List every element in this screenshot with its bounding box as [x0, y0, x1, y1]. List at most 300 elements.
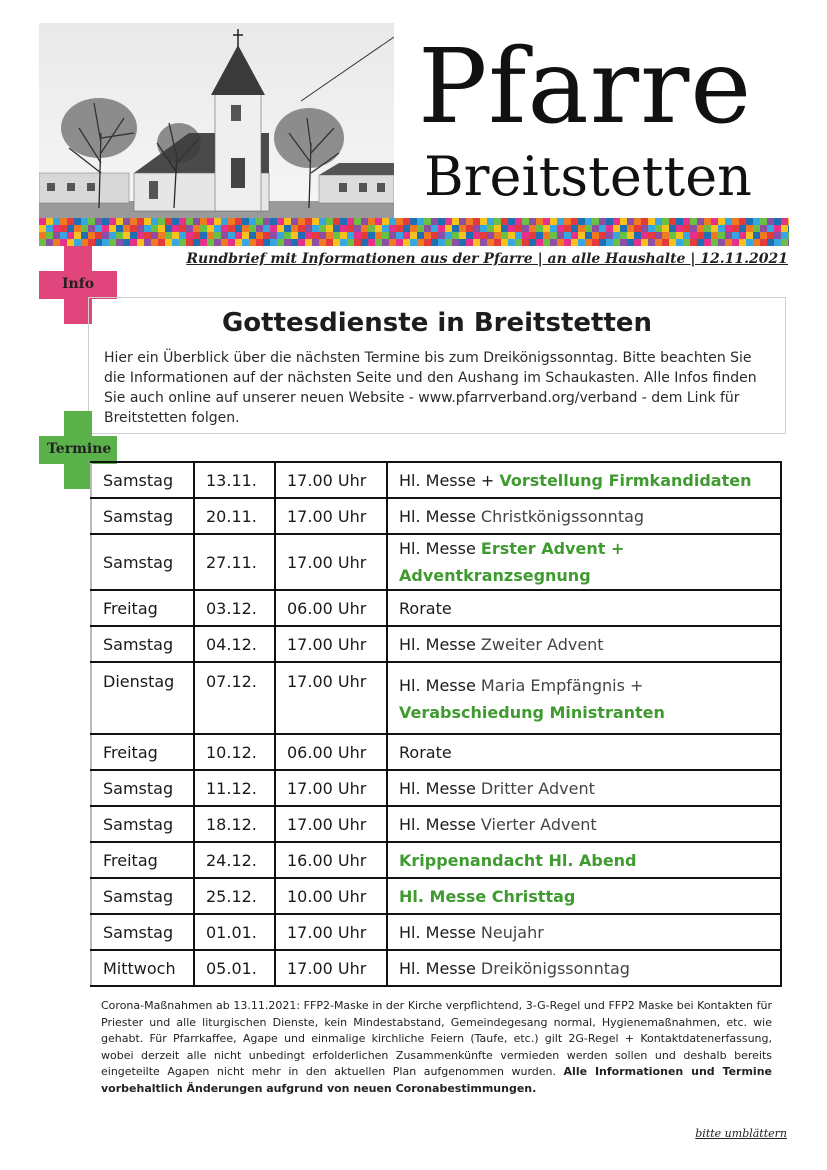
time-cell: 17.00 Uhr — [275, 914, 387, 950]
mosaic-tile — [543, 225, 550, 232]
mosaic-tile — [585, 218, 592, 225]
mosaic-tile — [690, 225, 697, 232]
mosaic-tile — [417, 218, 424, 225]
mosaic-tile — [158, 232, 165, 239]
mosaic-tile — [81, 218, 88, 225]
mosaic-tile — [361, 232, 368, 239]
mosaic-tile — [396, 225, 403, 232]
mosaic-tile — [410, 218, 417, 225]
info-text: Hier ein Überblick über die nächsten Termine bis zum Dreikönigssonntag. Bitte beachten Sie die Informationen auf der nächsten Seite und den Aushang im Schaukasten. Alle Infos finden Sie auch online auf unserer neuen Website - www.pfarrverband.org/verband - dem Link für Breitstetten folgen. — [104, 350, 757, 426]
mosaic-tile — [298, 225, 305, 232]
mosaic-tile — [298, 232, 305, 239]
mosaic-tile — [732, 218, 739, 225]
table-row — [91, 462, 781, 498]
info-box — [88, 297, 786, 434]
schedule-table — [90, 461, 782, 987]
time-cell: 17.00 Uhr — [275, 462, 387, 498]
mosaic-tile — [200, 239, 207, 246]
mosaic-tile — [494, 232, 501, 239]
mosaic-tile — [599, 232, 606, 239]
mosaic-tile — [361, 218, 368, 225]
mosaic-tile — [333, 218, 340, 225]
table-row — [91, 662, 781, 734]
mosaic-tile — [207, 218, 214, 225]
mosaic-tile — [753, 218, 760, 225]
mosaic-tile — [382, 239, 389, 246]
mosaic-tile — [284, 239, 291, 246]
day-cell: Samstag — [91, 534, 194, 590]
mosaic-tile — [53, 232, 60, 239]
day-cell: Freitag — [91, 734, 194, 770]
mosaic-tile — [557, 218, 564, 225]
mosaic-tile — [130, 239, 137, 246]
mosaic-tile — [277, 239, 284, 246]
mosaic-tile — [529, 239, 536, 246]
mosaic-tile — [522, 239, 529, 246]
mosaic-tile — [788, 232, 789, 239]
corona-notice — [101, 998, 772, 1097]
mosaic-tile — [669, 232, 676, 239]
mosaic-tile — [431, 225, 438, 232]
mosaic-tile — [655, 218, 662, 225]
mosaic-tile — [557, 225, 564, 232]
mosaic-tile — [375, 218, 382, 225]
mosaic-tile — [389, 218, 396, 225]
mosaic-tile — [676, 239, 683, 246]
mosaic-tile — [382, 232, 389, 239]
mosaic-tile — [641, 239, 648, 246]
mosaic-tile — [767, 239, 774, 246]
mosaic-tile — [683, 239, 690, 246]
mosaic-tile — [270, 218, 277, 225]
mosaic-tile — [256, 239, 263, 246]
mosaic-tile — [46, 218, 53, 225]
mosaic-tile — [459, 225, 466, 232]
mosaic-tile — [158, 218, 165, 225]
mosaic-tile — [214, 232, 221, 239]
mosaic-tile — [781, 232, 788, 239]
mosaic-tile — [536, 239, 543, 246]
mosaic-tile — [326, 239, 333, 246]
mosaic-tile — [522, 232, 529, 239]
mosaic-tile — [123, 239, 130, 246]
mosaic-tile — [235, 232, 242, 239]
event-label: Hl. Messe — [399, 814, 476, 834]
mosaic-tile — [788, 239, 789, 246]
mosaic-tile — [263, 225, 270, 232]
mosaic-tile — [179, 225, 186, 232]
mosaic-tile — [179, 218, 186, 225]
mosaic-tile — [634, 218, 641, 225]
event-label: Hl. Messe — [399, 506, 476, 526]
mosaic-tile — [186, 239, 193, 246]
event-detail: Hl. Messe Christtag — [399, 886, 576, 906]
mosaic-tile — [620, 232, 627, 239]
mosaic-tile — [746, 239, 753, 246]
mosaic-tile — [550, 225, 557, 232]
mosaic-tile — [102, 232, 109, 239]
date-cell: 13.11. — [194, 462, 275, 498]
mosaic-tile — [501, 218, 508, 225]
mosaic-tile — [305, 225, 312, 232]
mosaic-tile — [725, 225, 732, 232]
mosaic-tile — [452, 225, 459, 232]
mosaic-tile — [438, 225, 445, 232]
mosaic-tile — [571, 239, 578, 246]
mosaic-tile — [137, 225, 144, 232]
event-cell — [387, 770, 781, 806]
mosaic-tile — [284, 225, 291, 232]
mosaic-tile — [662, 232, 669, 239]
mosaic-tile — [711, 232, 718, 239]
mosaic-tile — [144, 225, 151, 232]
mosaic-tile — [760, 239, 767, 246]
mosaic-tile — [109, 239, 116, 246]
mosaic-tile — [123, 218, 130, 225]
mosaic-tile — [242, 232, 249, 239]
mosaic-tile — [445, 225, 452, 232]
mosaic-tile — [81, 232, 88, 239]
mosaic-tile — [109, 218, 116, 225]
mosaic-tile — [494, 225, 501, 232]
mosaic-tile — [151, 225, 158, 232]
mosaic-tile — [564, 218, 571, 225]
mosaic-tile — [53, 225, 60, 232]
mosaic-tile — [326, 232, 333, 239]
mosaic-tile — [788, 225, 789, 232]
mosaic-tile — [529, 218, 536, 225]
mosaic-tile — [641, 225, 648, 232]
event-detail: Vierter Advent — [480, 814, 597, 834]
mosaic-tile — [81, 225, 88, 232]
mosaic-tile — [585, 239, 592, 246]
mosaic-tile — [683, 218, 690, 225]
mosaic-tile — [438, 239, 445, 246]
mosaic-tile — [158, 239, 165, 246]
mosaic-tile — [466, 239, 473, 246]
mosaic-tile — [613, 232, 620, 239]
mosaic-tile — [466, 225, 473, 232]
mosaic-tile — [389, 232, 396, 239]
mosaic-tile — [60, 218, 67, 225]
mosaic-tile — [340, 239, 347, 246]
mosaic-tile — [543, 232, 550, 239]
mosaic-tile — [235, 225, 242, 232]
mosaic-tile — [753, 225, 760, 232]
mosaic-tile — [382, 218, 389, 225]
mosaic-tile — [627, 218, 634, 225]
mosaic-tile — [746, 232, 753, 239]
mosaic-tile — [347, 232, 354, 239]
mosaic-tile — [543, 218, 550, 225]
mosaic-tile — [102, 225, 109, 232]
mosaic-tile — [641, 232, 648, 239]
event-detail: Neujahr — [480, 922, 544, 942]
mosaic-tile — [480, 232, 487, 239]
time-cell: 17.00 Uhr — [275, 806, 387, 842]
date-cell: 20.11. — [194, 498, 275, 534]
mosaic-tile — [487, 218, 494, 225]
mosaic-tile — [123, 232, 130, 239]
mosaic-tile — [340, 232, 347, 239]
mosaic-tile — [431, 239, 438, 246]
mosaic-tile — [368, 239, 375, 246]
mosaic-tile — [620, 239, 627, 246]
corona-bold-text: Alle Informationen und Termine vorbehaltlich Änderungen aufgrund von neuen Coronabestimmungen. — [101, 1065, 772, 1095]
mosaic-tile — [382, 225, 389, 232]
mosaic-tile — [277, 218, 284, 225]
mosaic-tile — [438, 218, 445, 225]
mosaic-tile — [508, 218, 515, 225]
mosaic-tile — [452, 239, 459, 246]
mosaic-tile — [200, 232, 207, 239]
mosaic-tile — [620, 225, 627, 232]
mosaic-tile — [592, 225, 599, 232]
termine-label: Termine — [47, 441, 112, 457]
mosaic-tile — [186, 232, 193, 239]
mosaic-tile — [375, 232, 382, 239]
mosaic-tile — [144, 239, 151, 246]
mosaic-tile — [515, 239, 522, 246]
mosaic-tile — [746, 225, 753, 232]
mosaic-tile — [277, 232, 284, 239]
mosaic-tile — [648, 218, 655, 225]
mosaic-tile — [487, 225, 494, 232]
mosaic-tile — [333, 239, 340, 246]
mosaic-tile — [718, 218, 725, 225]
mosaic-tile — [669, 239, 676, 246]
mosaic-tile — [648, 232, 655, 239]
time-cell: 17.00 Uhr — [275, 662, 387, 734]
table-row — [91, 734, 781, 770]
mosaic-tile — [137, 239, 144, 246]
day-cell: Freitag — [91, 842, 194, 878]
mosaic-tile — [578, 232, 585, 239]
mosaic-tile — [662, 218, 669, 225]
mosaic-tile — [228, 239, 235, 246]
mosaic-tile — [123, 225, 130, 232]
mosaic-tile — [550, 218, 557, 225]
mosaic-tile — [305, 218, 312, 225]
info-label: Info — [62, 276, 95, 292]
mosaic-tile — [655, 232, 662, 239]
mosaic-tile — [571, 225, 578, 232]
event-label: Hl. Messe — [399, 778, 476, 798]
mosaic-tile — [88, 239, 95, 246]
mosaic-tile — [193, 218, 200, 225]
event-detail: Maria Empfängnis + — [480, 676, 644, 695]
mosaic-tile — [403, 232, 410, 239]
mosaic-tile — [179, 239, 186, 246]
mosaic-tile — [130, 218, 137, 225]
mosaic-tile — [774, 225, 781, 232]
mosaic-tile — [396, 218, 403, 225]
mosaic-tile — [221, 225, 228, 232]
day-cell: Freitag — [91, 590, 194, 626]
mosaic-tile — [508, 232, 515, 239]
mosaic-tile — [214, 239, 221, 246]
mosaic-tile — [193, 225, 200, 232]
mosaic-tile — [354, 225, 361, 232]
mosaic-tile — [459, 218, 466, 225]
event-detail: Erster Advent + Adventkranzsegnung — [399, 539, 625, 585]
church-photo — [39, 23, 394, 218]
mosaic-tile — [648, 225, 655, 232]
mosaic-tile — [494, 218, 501, 225]
mosaic-tile — [291, 225, 298, 232]
mosaic-tile — [270, 239, 277, 246]
mosaic-tile — [172, 232, 179, 239]
mosaic-tile — [564, 232, 571, 239]
mosaic-tile — [403, 239, 410, 246]
mosaic-tile — [655, 225, 662, 232]
mosaic-tile — [683, 232, 690, 239]
mosaic-tile — [508, 225, 515, 232]
mosaic-tile — [662, 225, 669, 232]
mosaic-tile — [130, 232, 137, 239]
mosaic-tile — [354, 232, 361, 239]
event-cell — [387, 806, 781, 842]
mosaic-tile — [424, 232, 431, 239]
mosaic-tile — [312, 232, 319, 239]
mosaic-tile — [410, 225, 417, 232]
mosaic-tile — [606, 218, 613, 225]
mosaic-tile — [662, 239, 669, 246]
mosaic-tile — [739, 225, 746, 232]
mosaic-tile — [557, 239, 564, 246]
date-cell: 03.12. — [194, 590, 275, 626]
mosaic-tile — [312, 239, 319, 246]
event-cell — [387, 462, 781, 498]
table-row — [91, 950, 781, 986]
mosaic-tile — [361, 225, 368, 232]
mosaic-tile — [249, 239, 256, 246]
mosaic-tile — [67, 218, 74, 225]
mosaic-tile — [669, 225, 676, 232]
mosaic-tile — [102, 239, 109, 246]
turn-page-note: bitte umblättern — [695, 1127, 787, 1140]
mosaic-tile — [284, 232, 291, 239]
mosaic-tile — [396, 239, 403, 246]
mosaic-tile — [501, 225, 508, 232]
mosaic-tile — [39, 225, 46, 232]
mosaic-tile — [270, 232, 277, 239]
day-cell: Samstag — [91, 462, 194, 498]
event-detail: Vorstellung Firmkandidaten — [499, 470, 752, 490]
event-detail: Dreikönigssonntag — [480, 958, 630, 978]
mosaic-tile — [627, 239, 634, 246]
mosaic-tile — [291, 218, 298, 225]
mosaic-tile — [39, 239, 46, 246]
mosaic-tile — [46, 239, 53, 246]
mosaic-tile — [774, 232, 781, 239]
mosaic-tile — [697, 239, 704, 246]
mosaic-tile — [326, 225, 333, 232]
date-cell: 27.11. — [194, 534, 275, 590]
mosaic-tile — [319, 232, 326, 239]
time-cell: 06.00 Uhr — [275, 590, 387, 626]
mosaic-tile — [578, 239, 585, 246]
mosaic-tile — [564, 239, 571, 246]
mosaic-tile — [221, 239, 228, 246]
mosaic-tile — [774, 218, 781, 225]
mosaic-tile — [228, 225, 235, 232]
mosaic-tile — [214, 218, 221, 225]
mosaic-tile — [256, 225, 263, 232]
event-detail: Dritter Advent — [480, 778, 595, 798]
mosaic-tile — [46, 225, 53, 232]
mosaic-tile — [599, 225, 606, 232]
mosaic-tile — [515, 232, 522, 239]
mosaic-tile — [235, 218, 242, 225]
mosaic-tile — [347, 225, 354, 232]
mosaic-tile — [445, 239, 452, 246]
mosaic-tile — [109, 232, 116, 239]
mosaic-tile — [410, 239, 417, 246]
mosaic-tile — [291, 232, 298, 239]
mosaic-tile — [186, 218, 193, 225]
mosaic-tile — [347, 218, 354, 225]
mosaic-tile — [711, 239, 718, 246]
mosaic-tile — [473, 218, 480, 225]
event-cell — [387, 590, 781, 626]
event-cell — [387, 498, 781, 534]
event-cell — [387, 734, 781, 770]
mosaic-tile — [641, 218, 648, 225]
mosaic-tile — [676, 225, 683, 232]
event-cell — [387, 626, 781, 662]
color-mosaic-band — [39, 218, 789, 246]
time-cell: 06.00 Uhr — [275, 734, 387, 770]
event-cell — [387, 662, 781, 734]
mosaic-tile — [760, 225, 767, 232]
mosaic-tile — [319, 239, 326, 246]
mosaic-tile — [578, 218, 585, 225]
mosaic-tile — [767, 218, 774, 225]
mosaic-tile — [88, 225, 95, 232]
mosaic-tile — [683, 225, 690, 232]
mosaic-tile — [368, 232, 375, 239]
mosaic-tile — [417, 232, 424, 239]
mosaic-tile — [354, 239, 361, 246]
mosaic-tile — [732, 225, 739, 232]
mosaic-tile — [39, 232, 46, 239]
mosaic-tile — [613, 239, 620, 246]
mosaic-tile — [368, 225, 375, 232]
mosaic-tile — [179, 232, 186, 239]
date-cell: 10.12. — [194, 734, 275, 770]
mosaic-tile — [165, 218, 172, 225]
event-cell — [387, 842, 781, 878]
mosaic-tile — [704, 225, 711, 232]
mosaic-tile — [291, 239, 298, 246]
mosaic-tile — [564, 225, 571, 232]
mosaic-tile — [438, 232, 445, 239]
mosaic-tile — [606, 232, 613, 239]
mosaic-tile — [452, 218, 459, 225]
mosaic-tile — [599, 218, 606, 225]
mosaic-tile — [522, 225, 529, 232]
mosaic-tile — [207, 225, 214, 232]
mosaic-tile — [529, 232, 536, 239]
mosaic-tile — [284, 218, 291, 225]
mosaic-tile — [515, 225, 522, 232]
mosaic-tile — [53, 218, 60, 225]
mosaic-tile — [599, 239, 606, 246]
event-separator: + — [475, 470, 500, 490]
mosaic-tile — [396, 232, 403, 239]
mosaic-tile — [592, 232, 599, 239]
